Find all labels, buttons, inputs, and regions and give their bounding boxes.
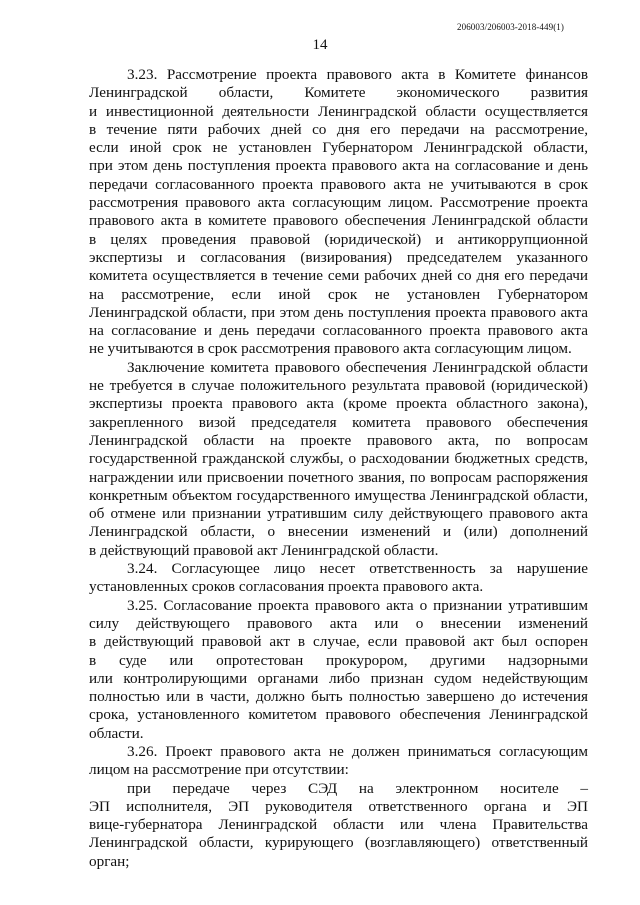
text-line: срока, установленного комитетом правового обеспечения Ленинградской — [89, 706, 588, 724]
text-line: если иной срок не установлен Губернатором Ленинградской области, — [89, 139, 588, 157]
text-line: об отмене или признании утратившим силу действующего правового акта — [89, 505, 588, 523]
paragraph-3-26 — [89, 743, 588, 780]
text-line: ЭП исполнителя, ЭП руководителя ответственного органа и ЭП — [89, 797, 588, 815]
text-line: в течение пяти рабочих дней со дня его передачи на рассмотрение, — [89, 120, 588, 138]
text-line: Ленинградской области, о внесении изменений и (или) дополнений — [89, 523, 588, 541]
text-line: не учитываются в срок рассмотрения правового акта согласующим лицом. — [89, 340, 572, 358]
text-line: при этом день поступления проекта правового акта на согласование и день — [89, 157, 588, 175]
text-line: Ленинградской области, Комитете экономического развития — [89, 84, 588, 102]
text-line: экспертизы проекта правового акта (кроме проекта областного закона), — [89, 395, 588, 413]
text-line: или контролирующими органами либо признан судом недействующим — [89, 669, 588, 687]
text-line: лицом на рассмотрение при отсутствии: — [89, 761, 349, 779]
text-line: государственной гражданской службы, о расходовании бюджетных средств, — [89, 450, 588, 468]
text-line: на согласование и день передачи согласованного проекта правового акта — [89, 322, 588, 340]
text-line: закрепленного визой председателя комитета правового обеспечения — [89, 413, 588, 431]
text-line: 3.24. Согласующее лицо несет ответственность за нарушение — [127, 560, 588, 578]
text-line: 3.26. Проект правового акта не должен приниматься согласующим — [127, 742, 588, 760]
text-line: 3.25. Согласование проекта правового акта о признании утратившим — [127, 596, 588, 614]
page-number: 14 — [312, 37, 328, 53]
text-line: награждении или присвоении почетного звания, по вопросам распоряжения — [89, 468, 588, 486]
text-line: в суде или опротестован прокурором, другими надзорными — [89, 651, 588, 669]
text-line: не требуется в случае положительного результата правовой (юридической) — [89, 377, 588, 395]
text-line: области. — [89, 724, 144, 742]
text-line: орган; — [89, 852, 130, 870]
text-line: Ленинградской области, курирующего (возглавляющего) ответственный — [89, 834, 588, 852]
text-line: на рассмотрение, если иной срок не установлен Губернатором — [89, 285, 588, 303]
text-line: комитета осуществляется в течение семи рабочих дней со дня его передачи — [89, 267, 588, 285]
text-line: передачи согласованного проекта правового акта не учитываются в срок — [89, 175, 588, 193]
paragraph-3-25 — [89, 597, 588, 743]
text-line: 3.23. Рассмотрение проекта правового акта в Комитете финансов — [127, 66, 588, 83]
text-line: в целях проведения правовой (юридической) и антикоррупционной — [89, 230, 588, 248]
text-line: полностью или в части, должно быть полностью завершено до истечения — [89, 688, 588, 706]
text-line: конкретным объектом государственного имущества Ленинградской области, — [89, 486, 588, 504]
document-registration-number: 206003/206003-2018-449(1) — [457, 22, 564, 32]
text-line: вице-губернатора Ленинградской области или члена Правительства — [89, 816, 588, 834]
text-line: в действующий правовой акт в случае, если правовой акт был оспорен — [89, 633, 588, 651]
document-body — [89, 66, 588, 871]
text-line: установленных сроков согласования проекта правового акта. — [89, 578, 484, 596]
text-line: Заключение комитета правового обеспечения Ленинградской области — [127, 358, 588, 376]
text-line: и инвестиционной деятельности Ленинградской области осуществляется — [89, 102, 588, 120]
text-line: в действующий правовой акт Ленинградской области. — [89, 541, 439, 559]
paragraph-3-23 — [89, 66, 588, 359]
text-line: правового акта в комитете правового обеспечения Ленинградской области — [89, 212, 588, 230]
paragraph-sed-transfer — [89, 780, 588, 871]
text-line: Ленинградской области, при этом день поступления проекта правового акта — [89, 303, 588, 321]
text-line: Ленинградской области на проекте правового акта, по вопросам — [89, 431, 588, 449]
text-line: рассмотрения правового акта согласующим лицом. Рассмотрение проекта — [89, 194, 588, 212]
paragraph-conclusion — [89, 359, 588, 560]
text-line: силу действующего правового акта или о внесении изменений — [89, 614, 588, 632]
text-line: экспертизы и согласования (визирования) председателем указанного — [89, 248, 588, 266]
text-line: при передаче через СЭД на электронном носителе – — [127, 779, 588, 797]
paragraph-3-24 — [89, 560, 588, 597]
